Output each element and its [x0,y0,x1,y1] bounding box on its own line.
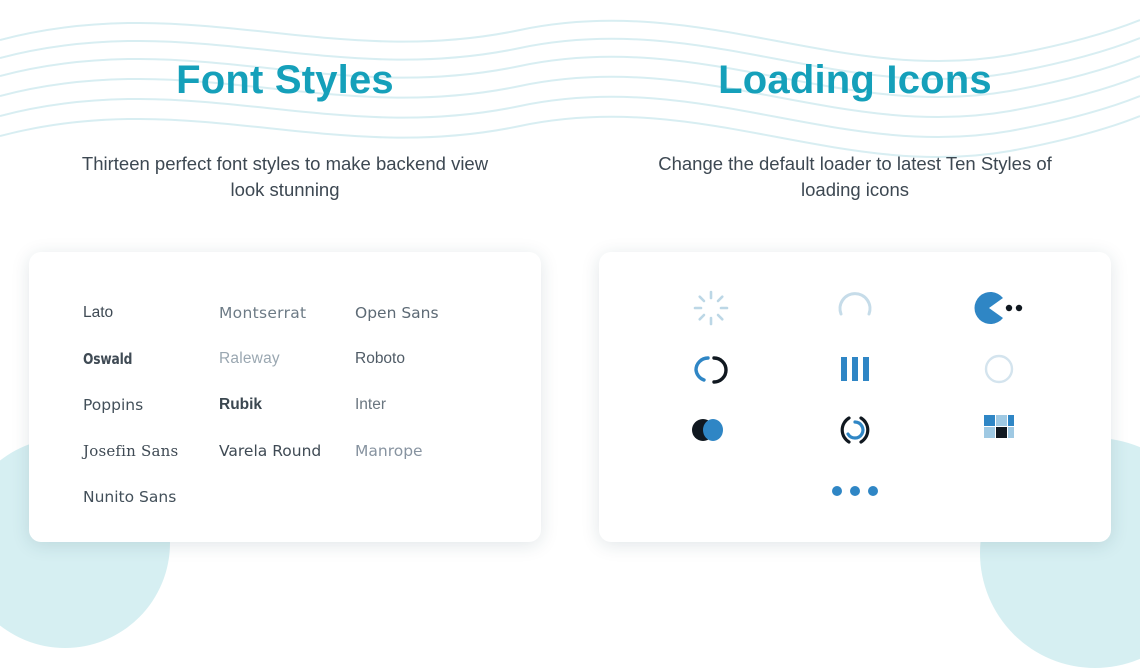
spinner-thin-circle-icon [981,351,1017,387]
loader-cell-10[interactable] [810,461,900,521]
loader-cell-9[interactable] [954,400,1044,460]
font-item-montserrat[interactable]: Montserrat [219,303,307,322]
spinner-sunburst-icon [691,288,731,328]
loader-cell-8[interactable] [810,400,900,460]
spinner-arc-icon [833,286,877,330]
font-styles-grid [29,252,541,542]
font-item-manrope[interactable]: Manrope [355,441,423,460]
bracket-circle-icon [835,410,875,450]
font-item-roboto[interactable]: Roboto [355,349,405,367]
loading-icons-section [570,0,1140,578]
loader-cell-3[interactable] [954,278,1044,338]
font-item-varela-round[interactable]: Varela Round [219,441,322,460]
three-bars-icon [835,353,875,385]
font-item-raleway[interactable]: Raleway [219,349,280,367]
font-styles-subtitle: Thirteen perfect font styles to make backend view look stunning [81,152,489,201]
pacman-dots-icon [972,291,1026,325]
font-item-josefin-sans[interactable]: Josefin Sans [83,441,179,460]
square-blocks-icon [980,411,1018,449]
loading-icons-subtitle: Change the default loader to latest Ten Styles of loading icons [658,152,1052,201]
font-item-oswald[interactable]: Oswald [83,349,133,368]
loading-icons-title: Loading Icons [718,58,992,102]
loader-cell-1[interactable] [666,278,756,338]
loader-cell-7[interactable] [666,400,756,460]
loader-cell-6[interactable] [954,339,1044,399]
font-styles-card [29,252,541,542]
font-item-lato[interactable]: Lato [83,303,114,321]
font-styles-section [0,0,570,578]
loader-cell-5[interactable] [810,339,900,399]
circle-pill-icon [687,415,735,445]
font-styles-title: Font Styles [176,58,394,102]
loading-icons-card [599,252,1111,542]
loader-cell-2[interactable] [810,278,900,338]
font-item-nunito-sans[interactable]: Nunito Sans [83,487,177,506]
three-dots-icon [827,481,883,501]
font-item-inter[interactable]: Inter [355,395,387,413]
loading-icons-grid [599,252,1111,542]
font-item-poppins[interactable]: Poppins [83,395,144,414]
loader-cell-4[interactable] [666,339,756,399]
font-item-open-sans[interactable]: Open Sans [355,303,439,322]
spinner-split-ring-icon [688,352,734,386]
font-item-rubik[interactable]: Rubik [219,395,263,413]
